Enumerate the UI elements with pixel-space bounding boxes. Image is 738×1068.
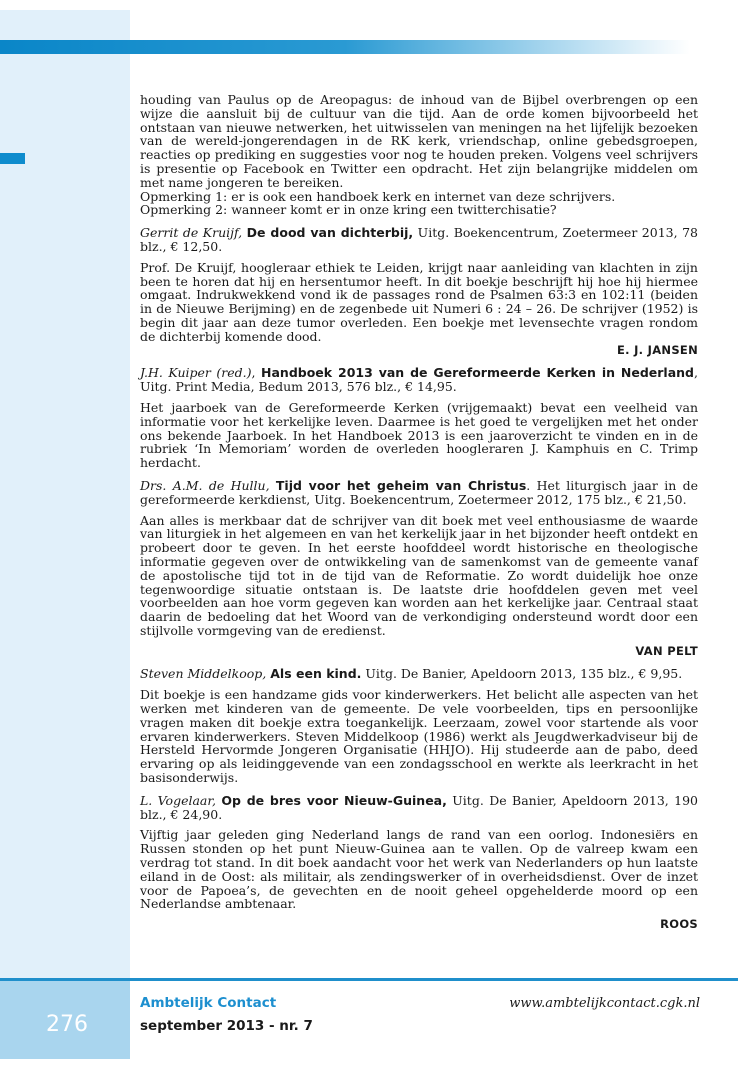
- top-gradient-bar: [0, 40, 690, 54]
- magazine-title: Ambtelijk Contact: [140, 995, 277, 1011]
- book-1-review: Prof. De Kruijf, hoogleraar ethiek te Leiden, krijgt naar aanleiding van klachten in zijn been te horen dat hij en hersentumor heeft. In dit boekje beschrijft hij hoe hij hiermee omgaat. Indrukwekkend vond ik de passages rond de Psalmen 63:3 en 102:11 (beiden in de Nieuwe Berijming) en de zegenbede uit Numeri 6 : 24 – 26. De schrijver (1952) is begin dit jaar aan deze tumor overleden. Een boekje met levensechte vragen rondom de dichterbij komende dood.: [140, 259, 698, 344]
- book-2-title: Handboek 2013 van de Gereformeerde Kerken in Nederland: [261, 365, 694, 381]
- side-marker: [0, 153, 25, 164]
- website-url[interactable]: www.ambtelijkcontact.cgk.nl: [509, 996, 700, 1011]
- book-5-reviewer: ROOS: [660, 917, 698, 932]
- book-2-review: Het jaarboek van de Gereformeerde Kerken (vrijgemaakt) bevat een veelheid van informatie voor het kerkelijke leven. Daarmee is het goed te vergelijken met het onder ons bekende Jaarboek. In het Handboek 2013 is een jaaroverzicht te vinden en in de rubriek ‘In Memoriam’ worden de overleden hoogleraren J. Kamphuis en C. Trimp herdacht.: [140, 399, 698, 471]
- book-5-author: L. Vogelaar,: [140, 792, 216, 808]
- book-2-details: , Uitg. Print Media, Bedum 2013, 576 blz., € 14,95.: [140, 365, 698, 395]
- book-3-title: Tijd voor het geheim van Christus: [275, 477, 527, 493]
- issue-label: september 2013 - nr. 7: [140, 1018, 313, 1034]
- book-1-reviewer: E. J. JANSEN: [616, 342, 698, 357]
- book-4-author: Steven Middelkoop,: [140, 666, 267, 682]
- book-1-author: Gerrit de Kruijf,: [140, 225, 243, 241]
- book-4-citation: [140, 667, 698, 681]
- book-4-title: Als een kind.: [270, 666, 362, 682]
- book-4-review: Dit boekje is een handzame gids voor kinderwerkers. Het belicht alle aspecten van het werken met kinderen van de gemeente. De vele voorbeelden, tips en persoonlijke vragen maken dit boekje extra toegankelijk. Leerzaam, zowel voor startende als voor ervaren kinderwerkers. Steven Middelkoop (1986) werkt als Jeugdwerkadviseur bij de Hersteld Hervormde Jongeren Organisatie (HHJO). Hij studeerde aan de pabo, deed ervaring op als leidinggevende van een zondagsschool en werkte als leerkracht in het basisonderwijs.: [140, 687, 698, 786]
- book-3-author: Drs. A.M. de Hullu,: [140, 477, 270, 493]
- book-3-citation: [140, 479, 698, 507]
- book-2-citation: J.H. Kuiper (red.), Handboek 2013 van de Gereformeerde Kerken in Nederland, Uitg. Print Media, Bedum 2013, 576 blz., € 14,95.: [140, 365, 698, 395]
- remark-1: Opmerking 1: er is ook een handboek kerk en internet van deze schrijvers.: [140, 188, 616, 204]
- page-number: 276: [46, 1012, 88, 1037]
- book-1-details: Uitg. Boekencentrum, Zoetermeer 2013, 78 blz., € 12,50.: [140, 225, 698, 254]
- reviews-column: [140, 93, 698, 932]
- intro-paragraph: houding van Paulus op de Areopagus: de inhoud van de Bijbel overbrengen op een wijze die aansluit bij de cultuur van die tijd. Aan de orde komen bijvoorbeeld het ontstaan van nieuwe netwerken, het uitwisselen van meningen na het lijfelijk bezoeken van de wereld-jongerendagen in de RK kerk, vriendschap, online gebedsgroepen, reacties op prediking en suggesties voor nog te houden preken. Volgens veel schrijvers is presentie op Facebook en Twitter een opdracht. Het zijn belangrijke middelen om met name jongeren te bereiken.: [140, 92, 698, 190]
- book-1-title: De dood van dichterbij,: [246, 225, 414, 241]
- book-1-citation: [140, 226, 698, 254]
- book-3-review: Aan alles is merkbaar dat de schrijver van dit boek met veel enthousiasme de waarde van liturgiek in het algemeen en van het kerkelijk jaar in het bijzonder heeft ontdekt en probeert door te geven. In het eerste hoofddeel wordt historische en theologische informatie gegeven over de ontwikkeling van de samenkomst van de gemeente vanaf de apostolische tijd tot in de tijd van de Reformatie. Zo wordt duidelijk hoe onze tegenwoordige situatie ontstaan is. De laatste drie hoofddelen geven met veel voorbeelden aan hoe vorm gegeven kan worden aan het kerkelijke jaar. Centraal staat daarin de bedoeling dat het Woord van de verkondiging ondersteund wordt door een stijlvolle vormgeving van de eredienst.: [140, 512, 698, 638]
- book-5-review: Vijftig jaar geleden ging Nederland langs de rand van een oorlog. Indonesiërs en Russen stonden op het punt Nieuw-Guinea aan te vallen. Op de valreep kwam een verdrag tot stand. In dit boek aandacht voor het werk van Nederlanders op hun laatste eiland in de Oost: als militair, als zendingswerker of in overheidsdienst. Over de inzet voor de Papoea’s, de gevechten en de nooit geheel opgehelderde moord op een Nederlandse ambtenaar.: [140, 827, 698, 912]
- book-5-details: Uitg. De Banier, Apeldoorn 2013, 190 blz., € 24,90.: [140, 792, 699, 822]
- remark-2: Opmerking 2: wanneer komt er in onze kring een twitterchisatie?: [140, 202, 557, 218]
- book-5-citation: [140, 794, 698, 822]
- book-5-title: Op de bres voor Nieuw-Guinea,: [221, 792, 447, 808]
- left-sidebar-band: [0, 10, 130, 1058]
- book-4-details: Uitg. De Banier, Apeldoorn 2013, 135 blz., € 9,95.: [365, 666, 683, 682]
- book-3-details: . Het liturgisch jaar in de gereformeerde kerkdienst, Uitg. Boekencentrum, Zoetermeer 2012, 175 blz., € 21,50.: [140, 477, 698, 507]
- book-2-author: J.H. Kuiper (red.): [140, 365, 252, 381]
- book-3-reviewer: VAN PELT: [635, 643, 698, 658]
